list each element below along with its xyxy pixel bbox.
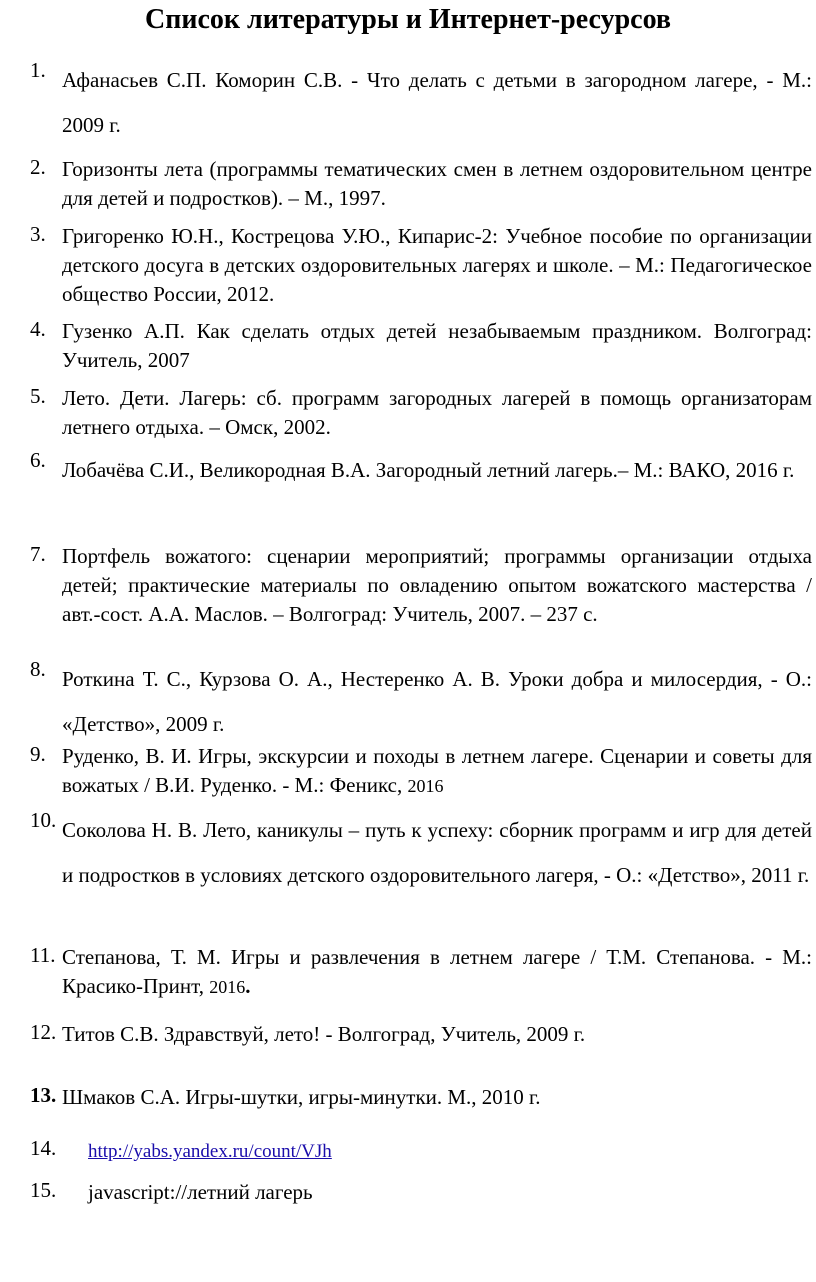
item-year: 2016 <box>209 977 246 997</box>
item-text <box>62 742 812 801</box>
list-item <box>30 1083 816 1113</box>
list-item <box>30 943 816 1003</box>
item-number: 4. <box>30 317 46 341</box>
list-item <box>30 1136 816 1166</box>
item-end: . <box>245 974 251 998</box>
item-text: Гузенко А.П. Как сделать отдых детей незабываемым праздником. Волгоград: Учитель, 2007 <box>62 319 812 372</box>
item-text: Горизонты лета (программы тематических смен в летнем оздоровительном центре для детей и подростков). – М., 1997. <box>62 157 812 210</box>
item-text-main: Степанова, Т. М. Игры и развлечения в летнем лагере / Т.М. Степанова. - М.: Красико-Принт, <box>62 945 812 998</box>
list-item <box>30 317 816 377</box>
item-number: 6. <box>30 448 46 472</box>
list-item <box>30 1178 816 1208</box>
item-number: 2. <box>30 155 46 179</box>
item-text: Лобачёва С.И., Великородная В.А. Загородный летний лагерь.– М.: ВАКО, 2016 г. <box>62 458 795 482</box>
list-item <box>30 155 816 215</box>
item-text: Григоренко Ю.Н., Кострецова У.Ю., Кипарис-2: Учебное пособие по организации детского досуга в детских оздоровительных лагерях и школе. – М.: Педагогическое общество России, 2012. <box>62 224 812 306</box>
list-item <box>30 657 816 737</box>
item-number: 5. <box>30 384 46 408</box>
item-number: 9. <box>30 742 46 766</box>
item-number: 8. <box>30 657 46 681</box>
item-number: 1. <box>30 58 46 82</box>
list-item <box>30 58 816 138</box>
list-item <box>30 542 816 658</box>
list-item <box>30 1020 816 1050</box>
item-text: Шмаков С.А. Игры-шутки, игры-минутки. М., 2010 г. <box>62 1085 541 1109</box>
item-text <box>88 1136 812 1166</box>
item-number: 7. <box>30 542 46 566</box>
item-text: Титов С.В. Здравствуй, лето! - Волгоград, Учитель, 2009 г. <box>62 1022 586 1046</box>
item-number: 13. <box>30 1083 57 1107</box>
list-item <box>30 222 816 312</box>
item-number: 15. <box>30 1178 57 1202</box>
list-item <box>30 448 816 528</box>
item-number: 11. <box>30 943 56 967</box>
list-item <box>30 808 816 938</box>
item-number: 10. <box>30 808 57 832</box>
item-text: Лето. Дети. Лагерь: сб. программ загородных лагерей в помощь организаторам летнего отдыха. – Омск, 2002. <box>62 386 812 439</box>
page-title: Список литературы и Интернет-ресурсов <box>145 4 671 35</box>
list-item <box>30 384 816 444</box>
item-text: Портфель вожатого: сценарии мероприятий; программы организации отдыха детей; практические материалы по овладению опытом вожатского мастерства / авт.-сост. А.А. Маслов. – Волгоград: Учитель, 2007. – 237 с. <box>62 544 812 626</box>
item-text-main: Руденко, В. И. Игры, экскурсии и походы в летнем лагере. Сценарии и советы для вожатых / В.И. Руденко. - М.: Феникс, <box>62 744 812 797</box>
item-text: Афанасьев С.П. Коморин С.В. - Что делать с детьми в загородном лагере, - М.: 2009 г. <box>62 68 812 137</box>
yandex-link[interactable]: http://yabs.yandex.ru/count/VJh <box>88 1141 332 1162</box>
list-item <box>30 742 816 802</box>
item-number: 14. <box>30 1136 57 1160</box>
item-text <box>62 943 812 1002</box>
item-year: 2016 <box>407 776 444 796</box>
item-number: 12. <box>30 1020 57 1044</box>
item-text: Соколова Н. В. Лето, каникулы – путь к успеху: сборник программ и игр для детей и подростков в условиях детского оздоровительного лагеря, - О.: «Детство», 2011 г. <box>62 818 812 887</box>
item-number: 3. <box>30 222 46 246</box>
item-text: Роткина Т. С., Курзова О. А., Нестеренко А. В. Уроки добра и милосердия, - О.: «Детство», 2009 г. <box>62 667 812 736</box>
item-text: javascript://летний лагерь <box>88 1180 313 1204</box>
